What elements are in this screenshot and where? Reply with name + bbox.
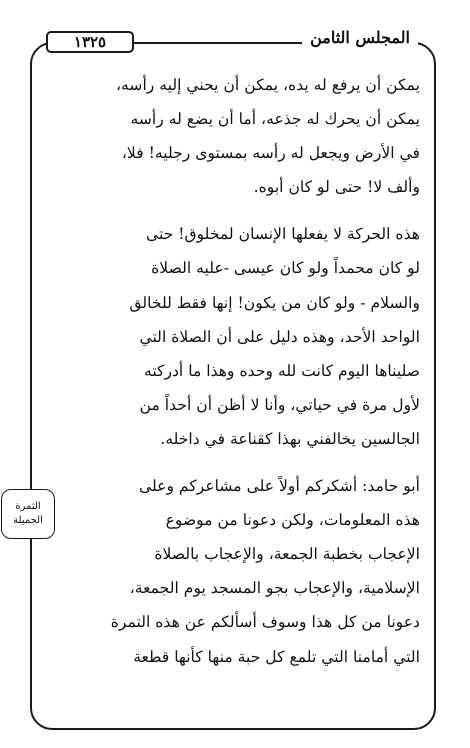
text-line: التي أمامنا التي تلمع كل حبة منها كأنها قطعة [133,647,420,666]
paragraph [46,68,420,204]
text-line: في الأرض ويجعل له رأسه بمستوى رجليه! فلا، [121,144,420,163]
text-line: هذه الحركة لا يفعلها الإنسان لمخلوق! حتى [145,225,420,244]
text-line: وألف لا! حتى لو كان أبوه. [253,178,420,197]
page-number: ١٣٢٥ [46,31,134,53]
text-line: والسلام - ولو كان من يكون! إنها فقط للخالق [129,293,420,312]
text-line: هذه المعلومات، ولكن دعونا من موضوع [165,511,420,530]
text-line: الواحد الأحد، وهذه دليل على أن الصلاة التي [139,327,420,346]
text-line: دعونا من كل هذا وسوف أسألكم عن هذه التمرة [110,613,420,632]
text-line: لو كان محمداً ولو كان عيسى -عليه الصلاة [151,259,420,278]
body-text [46,68,420,674]
paragraph [46,469,420,674]
text-line: يمكن أن يحرك له جذعه، أما أن يضع له رأسه [130,110,420,129]
chapter-title: المجلس الثامن [302,25,418,51]
margin-note-line: الثمرة [15,501,41,512]
text-line: صليناها اليوم كانت لله وحده وهذا ما أدركته [143,361,420,380]
text-line: الجالسين يخالفني بهذا كقناعة في داخله. [160,429,420,448]
text-line: أبو حامد: أشكركم أولاً على مشاعركم وعلى [138,477,420,496]
margin-note-line: الجميلة [13,515,43,526]
paragraph [46,217,420,456]
text-line: يمكن أن يرفع له يده، يمكن أن يحني إليه رأسه، [116,76,420,94]
text-line: الإعجاب بخطبة الجمعة، والإعجاب بالصلاة [154,545,420,564]
text-line: لأول مرة في حياتي، وأنا لا أظن أن أحداً من [139,395,420,414]
margin-note [1,489,55,539]
text-line: الإسلامية، والإعجاب بجو المسجد يوم الجمعة، [129,579,420,598]
